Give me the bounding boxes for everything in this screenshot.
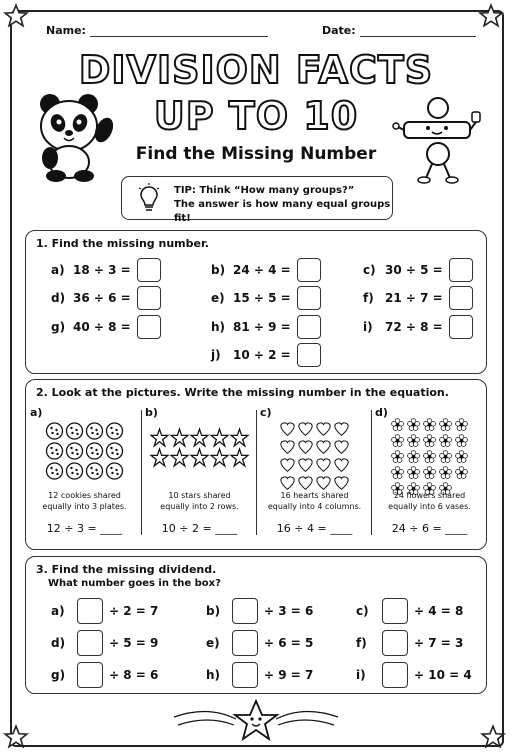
problem-expression: ÷ 6 = 5 — [264, 636, 314, 650]
panel-equation[interactable]: 12 ÷ 3 = ____ — [46, 522, 123, 535]
panel-desc-line2: equally into 4 columns. — [267, 502, 362, 511]
problem-label: i) — [363, 320, 373, 334]
problem-expression: ÷ 8 = 6 — [109, 668, 159, 682]
panel-description — [258, 490, 371, 512]
panel-label: d) — [375, 406, 388, 419]
panel-label: b) — [145, 406, 158, 419]
flower-icon — [456, 435, 468, 447]
name-line[interactable] — [90, 36, 268, 37]
problem-expression: 81 ÷ 9 = — [233, 320, 291, 334]
heart-icon — [335, 459, 348, 472]
problem-expression: ÷ 2 = 7 — [109, 604, 159, 618]
cookie-icon — [107, 423, 123, 439]
problem-label: f) — [363, 291, 374, 305]
flower-icon — [456, 451, 468, 463]
corner-star-icon — [3, 724, 29, 750]
problem-expression: ÷ 3 = 6 — [264, 604, 314, 618]
cookie-icon — [107, 463, 123, 479]
tip-line1: TIP: Think “How many groups?” — [174, 185, 355, 196]
star-icon — [231, 449, 248, 466]
dividend-box[interactable] — [382, 598, 408, 624]
answer-box[interactable] — [297, 258, 321, 282]
flower-icon — [456, 419, 468, 431]
panel-equation[interactable]: 10 ÷ 2 = ____ — [161, 522, 238, 535]
name-field[interactable] — [46, 24, 268, 37]
s1-problem — [211, 315, 321, 339]
corner-star-icon — [480, 724, 506, 750]
answer-box[interactable] — [137, 315, 161, 339]
s3-problem — [356, 662, 472, 688]
date-label: Date: — [322, 24, 356, 37]
answer-box[interactable] — [297, 315, 321, 339]
flower-icon — [408, 451, 420, 463]
corner-star-icon — [3, 3, 29, 29]
flower-icon — [424, 467, 436, 479]
cookie-icon — [87, 443, 103, 459]
section-1 — [25, 230, 487, 374]
subtitle: Find the Missing Number — [135, 144, 377, 164]
dividend-box[interactable] — [232, 630, 258, 656]
problem-expression: 72 ÷ 8 = — [385, 320, 443, 334]
section-2-title: 2. Look at the pictures. Write the missing number in the equation. — [36, 386, 449, 399]
s3-problem — [206, 630, 313, 656]
corner-star-icon — [478, 3, 504, 29]
panel-desc-line2: equally into 2 rows. — [160, 502, 239, 511]
s3-problem — [356, 630, 463, 656]
problem-expression: ÷ 9 = 7 — [264, 668, 314, 682]
section-2 — [25, 379, 487, 550]
problem-label: h) — [206, 668, 221, 682]
heart-icon — [281, 459, 294, 472]
date-field[interactable] — [322, 24, 476, 37]
date-line[interactable] — [360, 36, 476, 37]
heart-icon — [281, 477, 294, 490]
panel-equation[interactable]: 16 ÷ 4 = ____ — [276, 522, 353, 535]
picture-group — [143, 426, 256, 470]
flower-icon — [392, 451, 404, 463]
panel-equation[interactable]: 24 ÷ 6 = ____ — [391, 522, 468, 535]
problem-expression: 10 ÷ 2 = — [233, 348, 291, 362]
s3-problem — [356, 598, 463, 624]
s1-problem — [211, 286, 321, 310]
title-line2: UP TO 10 — [153, 94, 359, 138]
problem-label: d) — [51, 291, 66, 305]
flower-icon — [392, 419, 404, 431]
s1-problem — [51, 258, 161, 282]
cookie-icon — [47, 443, 63, 459]
dividend-box[interactable] — [77, 630, 103, 656]
picture-panel — [143, 406, 256, 542]
flower-icon — [408, 467, 420, 479]
heart-icon — [299, 477, 312, 490]
problem-label: d) — [51, 636, 66, 650]
answer-box[interactable] — [137, 258, 161, 282]
panel-label: c) — [260, 406, 272, 419]
star-icon — [151, 429, 168, 446]
panel-desc-line1: 24 flowers shared — [393, 491, 466, 500]
tip-line2: The answer is how many equal groups fit! — [174, 199, 391, 224]
picture-panel — [28, 406, 141, 542]
problem-label: f) — [356, 636, 367, 650]
s3-problem — [51, 630, 158, 656]
star-icon — [211, 449, 228, 466]
panel-divider — [141, 410, 142, 535]
problem-expression: ÷ 4 = 8 — [414, 604, 464, 618]
panel-description — [143, 490, 256, 512]
star-icon — [171, 429, 188, 446]
smiling-star-icon — [168, 697, 344, 743]
answer-box[interactable] — [449, 258, 473, 282]
cookie-icon — [67, 423, 83, 439]
flower-icon — [456, 467, 468, 479]
s1-problem — [363, 258, 473, 282]
heart-icon — [317, 423, 330, 436]
cookie-icon — [47, 463, 63, 479]
s1-problem — [51, 315, 161, 339]
star-icon — [151, 449, 168, 466]
problem-label: g) — [51, 668, 66, 682]
problem-expression: 18 ÷ 3 = — [73, 263, 131, 277]
division-robot-icon — [392, 96, 484, 184]
s3-problem — [206, 662, 313, 688]
panel-description — [28, 490, 141, 512]
picture-group — [28, 420, 141, 484]
problem-label: a) — [51, 263, 65, 277]
cookie-icon — [87, 423, 103, 439]
heart-icon — [299, 423, 312, 436]
problem-expression: 24 ÷ 4 = — [233, 263, 291, 277]
star-icon — [231, 429, 248, 446]
heart-icon — [299, 441, 312, 454]
problem-expression: ÷ 7 = 3 — [414, 636, 464, 650]
problem-label: i) — [356, 668, 366, 682]
s1-problem — [211, 343, 321, 367]
title-line1: DIVISION FACTS — [78, 48, 434, 92]
panel-desc-line1: 16 hearts shared — [280, 491, 349, 500]
flower-icon — [408, 435, 420, 447]
answer-box[interactable] — [137, 286, 161, 310]
section-3 — [25, 556, 487, 694]
answer-box[interactable] — [449, 286, 473, 310]
dividend-box[interactable] — [77, 598, 103, 624]
picture-group — [373, 416, 486, 500]
flower-icon — [392, 467, 404, 479]
panel-desc-line1: 12 cookies shared — [48, 491, 121, 500]
section-3-title: 3. Find the missing dividend. — [36, 563, 217, 576]
section-3-subtitle: What number goes in the box? — [48, 578, 221, 589]
heart-icon — [317, 459, 330, 472]
s1-problem — [51, 286, 161, 310]
problem-expression: ÷ 5 = 9 — [109, 636, 159, 650]
problem-label: c) — [363, 263, 376, 277]
problem-label: b) — [206, 604, 221, 618]
panel-divider — [256, 410, 257, 535]
flower-icon — [440, 435, 452, 447]
panel-desc-line2: equally into 3 plates. — [42, 502, 127, 511]
cookie-icon — [107, 443, 123, 459]
dividend-box[interactable] — [232, 662, 258, 688]
flower-icon — [424, 435, 436, 447]
heart-icon — [335, 477, 348, 490]
section-1-title: 1. Find the missing number. — [36, 237, 209, 250]
dividend-box[interactable] — [382, 630, 408, 656]
flower-icon — [440, 419, 452, 431]
problem-label: g) — [51, 320, 66, 334]
s3-problem — [51, 662, 158, 688]
s1-problem — [363, 315, 473, 339]
answer-box[interactable] — [297, 286, 321, 310]
star-icon — [171, 449, 188, 466]
tip-box — [121, 176, 393, 224]
flower-icon — [424, 419, 436, 431]
flower-icon — [424, 451, 436, 463]
problem-label: j) — [211, 348, 221, 362]
problem-label: a) — [51, 604, 65, 618]
problem-expression: ÷ 10 = 4 — [414, 668, 472, 682]
heart-icon — [281, 441, 294, 454]
problem-label: h) — [211, 320, 226, 334]
heart-icon — [335, 441, 348, 454]
dividend-box[interactable] — [232, 598, 258, 624]
problem-expression: 36 ÷ 6 = — [73, 291, 131, 305]
heart-icon — [281, 423, 294, 436]
problem-label: b) — [211, 263, 226, 277]
panel-description — [373, 490, 486, 512]
s3-problem — [206, 598, 313, 624]
dividend-box[interactable] — [77, 662, 103, 688]
star-icon — [191, 429, 208, 446]
answer-box[interactable] — [297, 343, 321, 367]
problem-label: e) — [206, 636, 220, 650]
heart-icon — [299, 459, 312, 472]
panel-desc-line1: 10 stars shared — [168, 491, 231, 500]
cookie-icon — [67, 463, 83, 479]
answer-box[interactable] — [449, 315, 473, 339]
star-icon — [211, 429, 228, 446]
picture-group — [258, 420, 371, 496]
problem-expression: 40 ÷ 8 = — [73, 320, 131, 334]
lightbulb-icon — [138, 183, 160, 213]
s1-problem — [363, 286, 473, 310]
s1-problem — [211, 258, 321, 282]
panel-divider — [371, 410, 372, 535]
dividend-box[interactable] — [382, 662, 408, 688]
problem-expression: 21 ÷ 7 = — [385, 291, 443, 305]
flower-icon — [408, 419, 420, 431]
s3-problem — [51, 598, 158, 624]
picture-panel — [258, 406, 371, 542]
panda-icon — [32, 90, 122, 182]
problem-expression: 15 ÷ 5 = — [233, 291, 291, 305]
heart-icon — [317, 441, 330, 454]
cookie-icon — [47, 423, 63, 439]
cookie-icon — [67, 443, 83, 459]
heart-icon — [317, 477, 330, 490]
flower-icon — [440, 467, 452, 479]
panel-desc-line2: equally into 6 vases. — [388, 502, 471, 511]
flower-icon — [392, 435, 404, 447]
problem-label: e) — [211, 291, 225, 305]
problem-label: c) — [356, 604, 369, 618]
flower-icon — [440, 451, 452, 463]
star-icon — [191, 449, 208, 466]
cookie-icon — [87, 463, 103, 479]
name-label: Name: — [46, 24, 86, 37]
picture-panel — [373, 406, 486, 542]
problem-expression: 30 ÷ 5 = — [385, 263, 443, 277]
heart-icon — [335, 423, 348, 436]
panel-label: a) — [30, 406, 43, 419]
